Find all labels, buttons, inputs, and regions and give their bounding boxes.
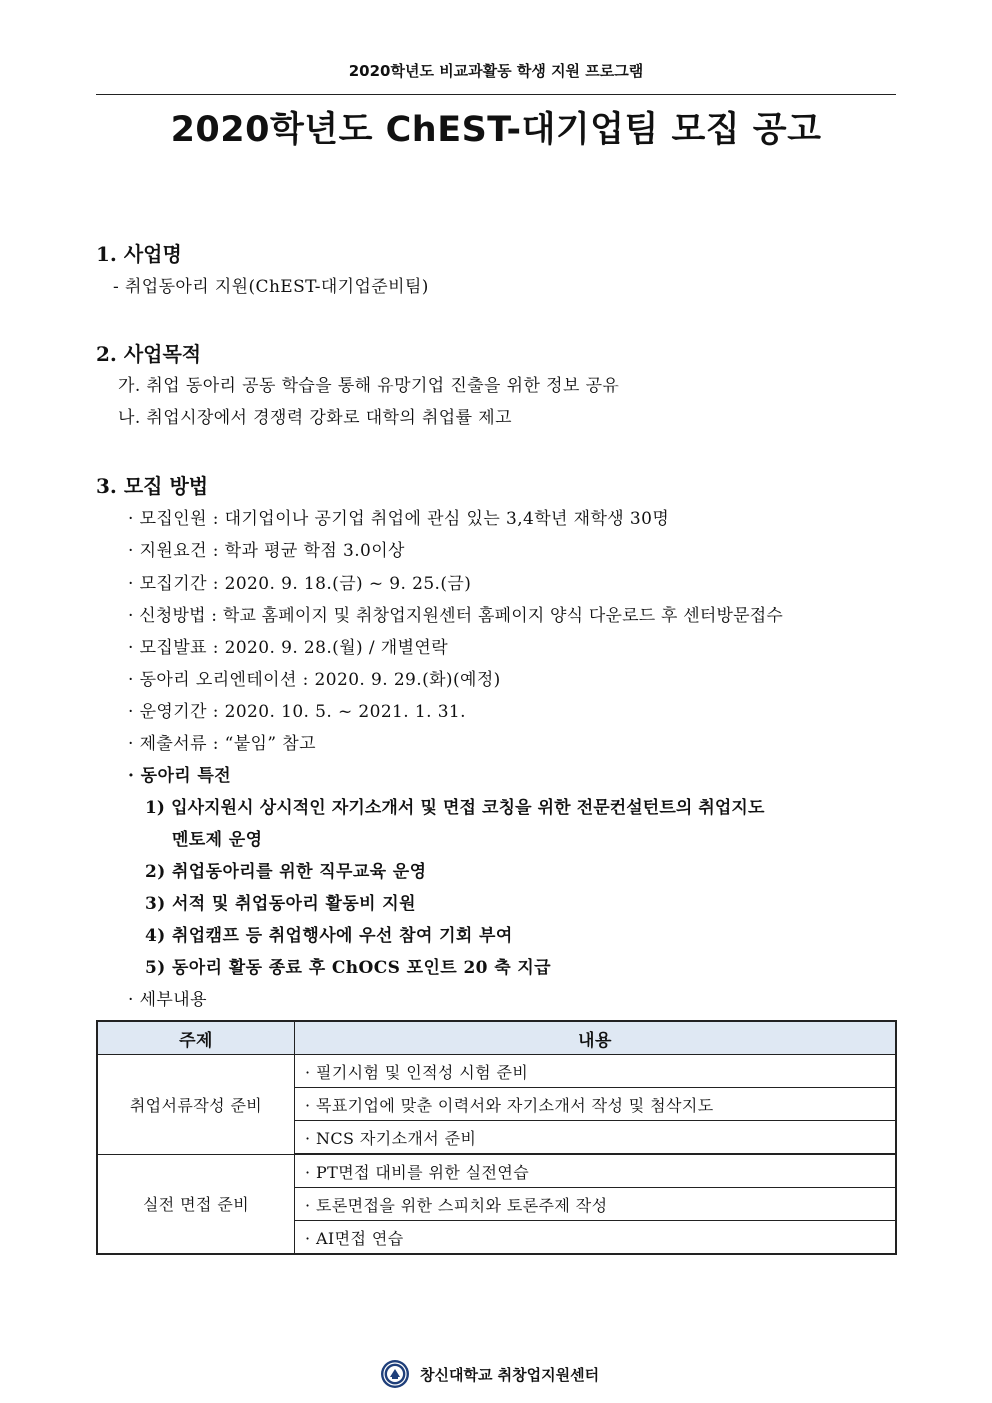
column-header-content: 내용 — [295, 1021, 897, 1055]
recruit-item: · 지원요건 : 학과 평균 학점 3.0이상 — [128, 541, 405, 561]
content-cell: · 목표기업에 맞춘 이력서와 자기소개서 작성 및 첨삭지도 — [295, 1088, 897, 1121]
benefit-item: 4) 취업캠프 등 취업행사에 우선 참여 기회 부여 — [145, 926, 513, 946]
benefit-item: 2) 취업동아리를 위한 직무교육 운영 — [145, 862, 427, 882]
benefit-item-continued: 멘토제 운영 — [172, 830, 263, 850]
content-cell: · AI면접 연습 — [295, 1221, 897, 1255]
section-heading-business-name: 1. 사업명 — [96, 242, 182, 266]
recruit-item: · 동아리 오리엔테이션 : 2020. 9. 29.(화)(예정) — [128, 670, 501, 690]
recruit-item: · 제출서류 : “붙임” 참고 — [128, 734, 316, 754]
benefit-item: 3) 서적 및 취업동아리 활동비 지원 — [145, 894, 416, 914]
document-title: 2020학년도 ChEST-대기업팀 모집 공고 — [170, 110, 822, 150]
section-heading-recruit: 3. 모집 방법 — [96, 474, 209, 498]
business-name-line: - 취업동아리 지원(ChEST-대기업준비팀) — [113, 277, 429, 297]
program-header: 2020학년도 비교과활동 학생 지원 프로그램 — [348, 62, 644, 80]
content-cell: · 필기시험 및 인적성 시험 준비 — [295, 1055, 897, 1088]
table-row — [97, 1055, 896, 1088]
topic-cell: 실전 면접 준비 — [97, 1154, 295, 1254]
university-seal-icon — [380, 1359, 410, 1389]
table-row — [97, 1154, 896, 1188]
table-header-row — [97, 1021, 896, 1055]
section-heading-purpose: 2. 사업목적 — [96, 342, 202, 366]
recruit-item: · 신청방법 : 학교 홈페이지 및 취창업지원센터 홈페이지 양식 다운로드 후 센터방문접수 — [128, 606, 783, 626]
content-cell: · 토론면접을 위한 스피치와 토론주제 작성 — [295, 1188, 897, 1221]
recruit-item: · 모집기간 : 2020. 9. 18.(금) ~ 9. 25.(금) — [128, 574, 472, 594]
header-rule — [96, 94, 896, 95]
content-cell: · PT면접 대비를 위한 실전연습 — [295, 1154, 897, 1188]
recruit-item: · 모집인원 : 대기업이나 공기업 취업에 관심 있는 3,4학년 재학생 30명 — [128, 509, 670, 529]
recruit-item: · 모집발표 : 2020. 9. 28.(월) / 개별연락 — [128, 638, 449, 658]
purpose-line-1: 가. 취업 동아리 공동 학습을 통해 유망기업 진출을 위한 정보 공유 — [118, 376, 620, 396]
organization-name: 창신대학교 취창업지원센터 — [420, 1365, 600, 1384]
column-header-topic: 주제 — [97, 1021, 295, 1055]
topic-cell: 취업서류작성 준비 — [97, 1055, 295, 1155]
footer — [380, 1359, 599, 1389]
benefits-heading: · 동아리 특전 — [128, 766, 232, 786]
content-cell: · NCS 자기소개서 준비 — [295, 1121, 897, 1155]
purpose-line-2: 나. 취업시장에서 경쟁력 강화로 대학의 취업률 제고 — [118, 408, 512, 428]
recruit-item: · 운영기간 : 2020. 10. 5. ~ 2021. 1. 31. — [128, 702, 466, 722]
details-heading: · 세부내용 — [128, 990, 207, 1010]
details-table — [96, 1020, 897, 1255]
benefit-item: 5) 동아리 활동 종료 후 ChOCS 포인트 20 축 지급 — [145, 958, 552, 978]
benefit-item: 1) 입사지원시 상시적인 자기소개서 및 면접 코칭을 위한 전문컨설턴트의 취업지도 — [145, 798, 765, 818]
